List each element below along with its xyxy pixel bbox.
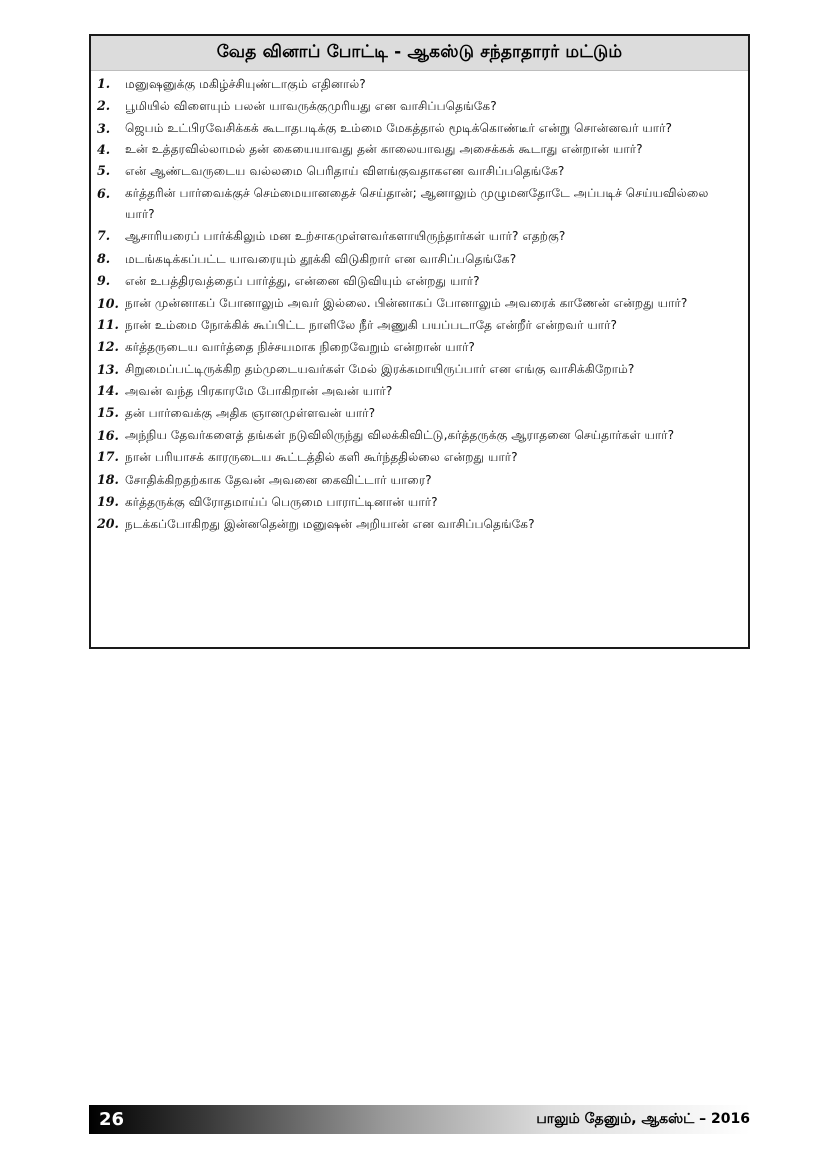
question-item [97, 402, 742, 424]
question-number: 13. [97, 361, 119, 377]
question-text: அவன் வந்த பிரகாரமே போகிறான் அவன் யார்? [125, 384, 393, 399]
question-item [97, 293, 742, 314]
publication-info: பாலும் தேனும், ஆகஸ்ட் – 2016 [536, 1110, 750, 1127]
question-text: நடக்கப்போகிறது இன்னதென்று மனுஷன் அறியான் என வாசிப்பதெங்கே? [125, 517, 535, 532]
question-text: தன் பார்வைக்கு அதிக ஞானமுள்ளவன் யார்? [125, 406, 376, 421]
quiz-box [89, 34, 750, 649]
question-number: 18. [97, 471, 119, 487]
question-text: என் உபத்திரவத்தைப் பார்த்து, என்னை விடுவியும் என்றது யார்? [125, 274, 480, 289]
question-list [91, 71, 748, 536]
question-text: மனுஷனுக்கு மகிழ்ச்சியுண்டாகும் எதினால்? [125, 77, 366, 91]
question-number: 12. [97, 339, 119, 355]
question-item [97, 446, 742, 468]
question-item [97, 248, 742, 270]
question-text: சோதிக்கிறதற்காக தேவன் அவனை கைவிட்டார் யாரை? [125, 472, 432, 487]
question-item [97, 183, 742, 226]
page-footer [89, 1105, 750, 1134]
question-number: 15. [97, 405, 119, 421]
question-item [97, 139, 742, 160]
question-item [97, 380, 742, 402]
question-number: 1. [97, 76, 111, 91]
question-text: அந்நிய தேவர்களைத் தங்கள் நடுவிலிருந்து விலக்கிவிட்டு,கர்த்தருக்கு ஆராதனை செய்தார்கள் யார்? [125, 427, 675, 442]
page-number: 26 [99, 1109, 125, 1130]
question-number: 7. [97, 228, 111, 244]
question-item [97, 314, 742, 336]
question-text: கர்த்தருடைய வார்த்தை நிச்சயமாக நிறைவேறும் என்றான் யார்? [125, 340, 475, 355]
question-text: கர்த்தரின் பார்வைக்குச் செம்மையானதைச் செய்தான்; ஆனாலும் முழுமனதோடே அப்படிச் செய்யவில்லை யார்? [125, 185, 709, 222]
question-number: 6. [97, 185, 111, 201]
question-number: 2. [97, 98, 111, 114]
question-text: ஆசாரியரைப் பார்க்கிலும் மன உற்சாகமுள்ளவர்களாயிருந்தார்கள் யார்? எதற்கு? [125, 229, 566, 244]
question-text: மடங்கடிக்கப்பட்ட யாவரையும் தூக்கி விடுகிறார் என வாசிப்பதெங்கே? [125, 251, 517, 266]
question-text: நான் பரியாசக் காரருடைய கூட்டத்தில் களி கூர்ந்ததில்லை என்றது யார்? [125, 450, 518, 465]
question-number: 9. [97, 273, 111, 289]
question-number: 14. [97, 383, 119, 399]
question-number: 19. [97, 493, 119, 509]
question-number: 11. [97, 316, 119, 332]
question-text: சிறுமைப்பட்டிருக்கிற தம்முடையவர்கள் மேல் இரக்கமாயிருப்பார் என எங்கு வாசிக்கிறோம்? [125, 361, 635, 376]
question-item [97, 336, 742, 358]
question-number: 5. [97, 163, 111, 179]
question-number: 10. [97, 295, 119, 311]
question-item [97, 469, 742, 491]
question-text: கர்த்தருக்கு விரோதமாய்ப் பெருமை பாராட்டினான் யார்? [125, 494, 438, 509]
question-text: நான் உம்மை நோக்கிக் கூப்பிட்ட நாளிலே நீர் அணுகி பயப்படாதே என்றீர் என்றவர் யார்? [125, 317, 617, 332]
question-text: நான் முன்னாகப் போனாலும் அவர் இல்லை. பின்னாகப் போனாலும் அவரைக் காணேன் என்றது யார்? [125, 295, 688, 310]
question-number: 16. [97, 427, 119, 443]
question-item [97, 270, 742, 292]
question-number: 4. [97, 142, 111, 158]
question-number: 8. [97, 250, 111, 266]
question-item [97, 425, 742, 446]
question-number: 3. [97, 120, 111, 136]
question-text: உன் உத்தரவில்லாமல் தன் கையையாவது தன் காலையாவது அசைக்கக் கூடாது என்றான் யார்? [125, 142, 643, 157]
question-item [97, 95, 742, 117]
question-item [97, 160, 742, 182]
quiz-title: வேத வினாப் போட்டி - ஆகஸ்டு சந்தாதாரர் மட்டும் [91, 36, 748, 71]
question-text: ஜெபம் உட்பிரவேசிக்கக் கூடாதபடிக்கு உம்மை மேகத்தால் மூடிக்கொண்டீர் என்று சொன்னவர் யார்? [125, 120, 672, 135]
question-number: 20. [97, 516, 119, 532]
question-item [97, 491, 742, 513]
question-item [97, 118, 742, 139]
question-item [97, 513, 742, 535]
question-item [97, 225, 742, 247]
question-text: என் ஆண்டவருடைய வல்லமை பெரிதாய் விளங்குவதாகஎன வாசிப்பதெங்கே? [125, 164, 565, 179]
question-text: பூமியில் விளையும் பலன் யாவருக்குமுரியது என வாசிப்பதெங்கே? [125, 99, 497, 114]
question-number: 17. [97, 449, 119, 465]
question-item [97, 359, 742, 380]
question-item [97, 73, 742, 95]
